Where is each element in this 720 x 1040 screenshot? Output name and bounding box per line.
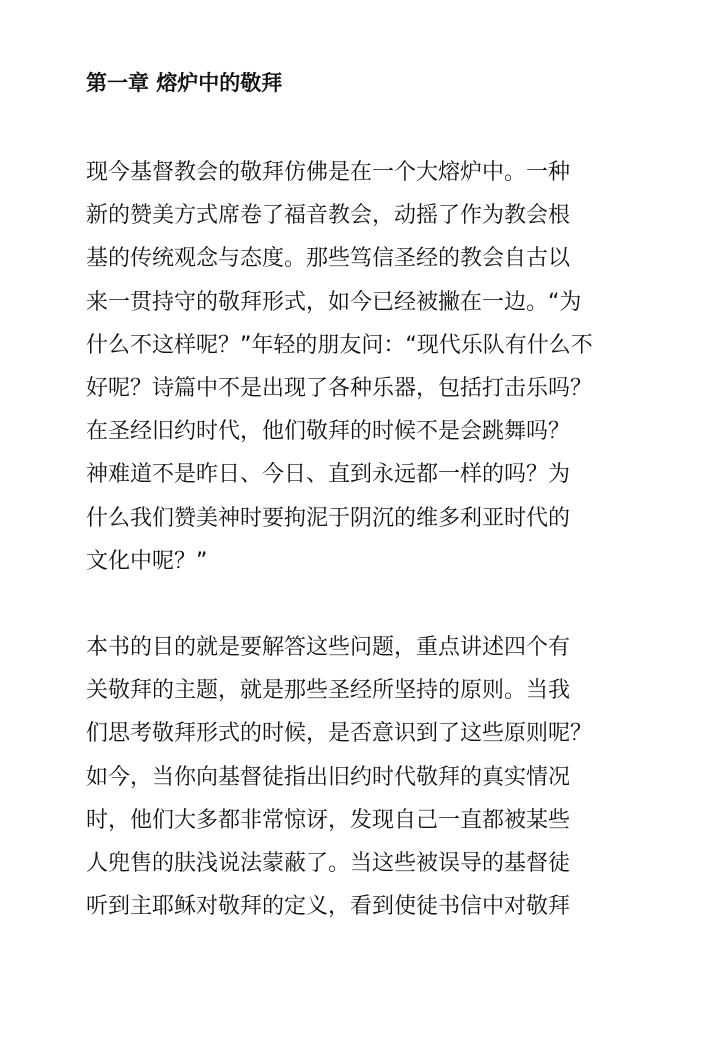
chapter-title: 第一章 熔炉中的敬拜 [86,71,283,95]
text-line: 神难道不是昨日、今日、直到永远都一样的吗？为 [86,462,571,488]
text-line: 们思考敬拜形式的时候，是否意识到了这些原则呢？ [86,721,593,747]
text-line: 时，他们大多都非常惊讶，发现自己一直都被某些 [86,807,571,833]
text-line: 如今，当你向基督徒指出旧约时代敬拜的真实情况 [86,764,571,790]
text-line: 文化中呢？” [86,548,208,574]
text-line: 新的赞美方式席卷了福音教会，动摇了作为教会根 [86,203,571,229]
text-line: 什么我们赞美神时要拘泥于阴沉的维多利亚时代的 [86,505,571,531]
text-line: 来一贯持守的敬拜形式，如今已经被撇在一边。“为 [86,289,582,315]
paragraph [86,626,592,928]
text-line: 本书的目的就是要解答这些问题，重点讲述四个有 [86,635,571,660]
text-line: 在圣经旧约时代，他们敬拜的时候不是会跳舞吗？ [86,419,571,445]
text-line: 人兜售的肤浅说法蒙蔽了。当这些被误导的基督徒 [86,851,571,877]
text-line: 现今基督教会的敬拜仿佛是在一个大熔炉中。一种 [86,160,571,185]
text-line: 好呢？诗篇中不是出现了各种乐器，包括打击乐吗？ [86,376,593,402]
paragraph [86,151,593,583]
text-line: 听到主耶稣对敬拜的定义，看到使徒书信中对敬拜 [86,894,571,920]
text-line: 基的传统观念与态度。那些笃信圣经的教会自古以 [86,246,571,272]
text-line: 什么不这样呢？”年轻的朋友问：“现代乐队有什么不 [86,332,593,358]
text-line: 关敬拜的主题，就是那些圣经所坚持的原则。当我 [86,678,571,704]
